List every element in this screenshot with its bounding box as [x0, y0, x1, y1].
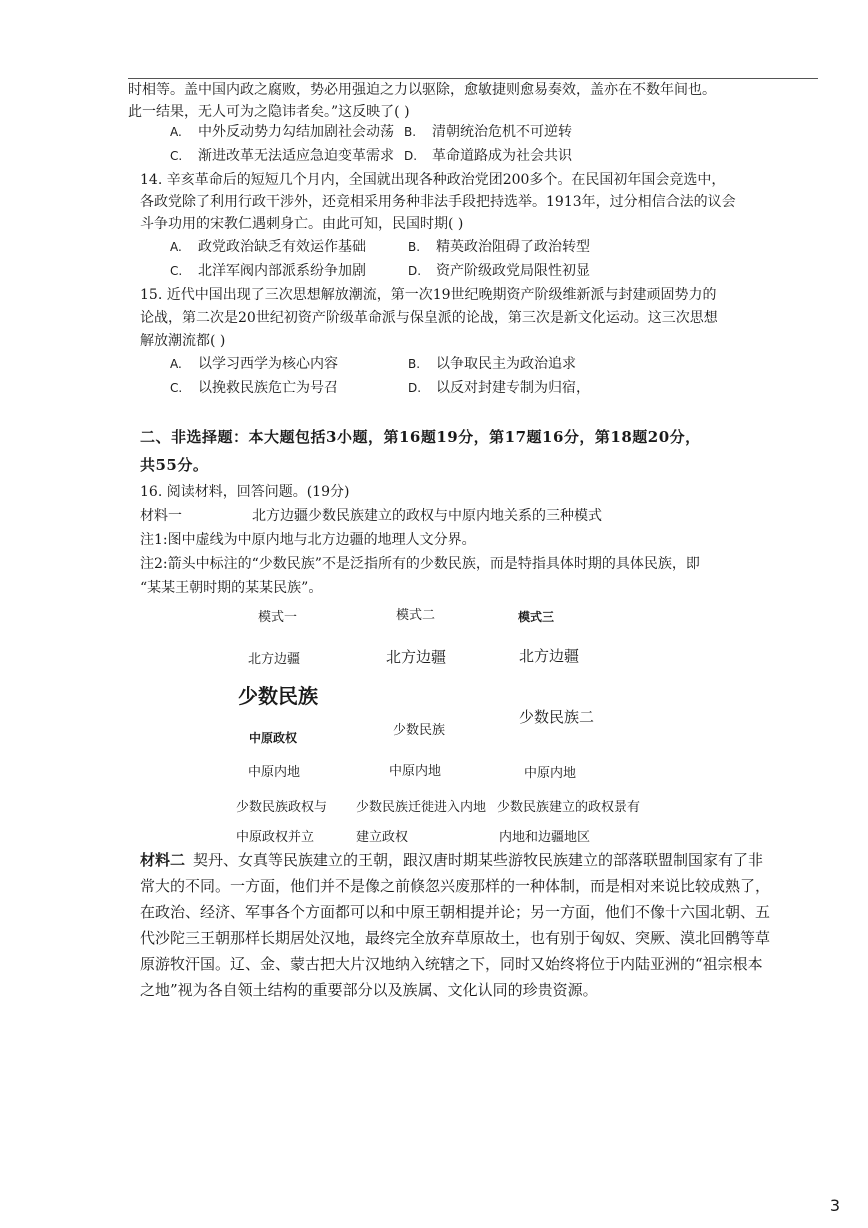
- q14-line3: 斗争功用的宋教仁遇刺身亡。由此可知，民国时期( ): [140, 216, 464, 232]
- material2-line1: 材料二 契丹、女真等民族建立的王朝，跟汉唐时期某些游牧民族建立的部落联盟制国家有了非: [140, 851, 764, 869]
- note2-line1: 注2:箭头中标注的“少数民族”不是泛指所有的少数民族，而是特指具体时期的具体民族，即: [140, 556, 700, 572]
- model-one-label: 模式一: [258, 610, 298, 625]
- section2-heading-line1: 二、非选择题：本大题包括3小题，第16题19分，第17题16分，第18题20分，: [140, 428, 701, 446]
- north-frontier-three: 北方边疆: [519, 647, 580, 665]
- q16-stem: 16. 阅读材料，回答问题。(19分): [140, 484, 350, 500]
- north-frontier-one: 北方边疆: [248, 652, 301, 667]
- q13-option-b: B. 清朝统治危机不可逆转: [404, 124, 572, 140]
- q14-option-b: B. 精英政治阻碍了政治转型: [408, 239, 590, 255]
- q14-option-d: D. 资产阶级政党局限性初显: [408, 263, 590, 279]
- caption-two-line2: 建立政权: [356, 830, 409, 845]
- q15-option-d: D. 以反对封建专制为归宿，: [408, 380, 590, 396]
- q14-line1: 14. 辛亥革命后的短短几个月内，全国就出现各种政治党团200多个。在民国初年国会竞选中，: [140, 172, 726, 188]
- material1-label: 材料一: [140, 508, 182, 524]
- central-regime-label: 中原政权: [249, 731, 298, 745]
- material2-label: 材料二: [140, 851, 186, 869]
- material1-title: 北方边疆少数民族建立的政权与中原内地关系的三种模式: [252, 508, 602, 524]
- material2-line2: 常大的不同。一方面，他们并不是像之前倏忽兴废那样的一种体制，而是相对来说比较成熟了，: [140, 877, 771, 895]
- minority-two-label: 少数民族二: [519, 708, 595, 726]
- material2-line6: 之地”视为各自领土结构的重要部分以及族属、文化认同的珍贵资源。: [140, 981, 598, 999]
- caption-one-line2: 中原政权并立: [236, 830, 315, 845]
- q13-option-c: C. 渐进改革无法适应急迫变革需求: [170, 148, 394, 164]
- material2-line3: 在政治、经济、军事各个方面都可以和中原王朝相提并论；另一方面，他们不像十六国北朝、五: [140, 903, 771, 921]
- q13-line1: 时相等。盖中国内政之腐败，势必用强迫之力以驱除，愈敏捷则愈易奏效，盖亦在不数年间也。: [128, 82, 716, 98]
- top-rule: [128, 78, 818, 79]
- central-plain-one: 中原内地: [248, 765, 301, 780]
- caption-three-line2: 内地和边疆地区: [499, 830, 591, 845]
- minority-label-mid: 少数民族: [393, 723, 446, 738]
- material2-line4: 代沙陀三王朝那样长期居处汉地，最终完全放弃草原故土，也有别于匈奴、突厥、漠北回鹘等草: [140, 929, 771, 947]
- section2-heading-line2: 共55分。: [140, 456, 209, 474]
- caption-two-line1: 少数民族迁徙进入内地: [356, 800, 487, 815]
- note1: 注1:图中虚线为中原内地与北方边疆的地理人文分界。: [140, 532, 476, 548]
- model-three-label: 模式三: [518, 610, 555, 624]
- caption-three-line1: 少数民族建立的政权景有: [497, 800, 641, 815]
- q15-line2: 论战，第二次是20世纪初资产阶级革命派与保皇派的论战，第三次是新文化运动。这三次思想: [140, 310, 718, 326]
- note2-line2: “某某王朝时期的某某民族”。: [140, 580, 323, 596]
- q14-line2: 各政党除了利用行政干涉外，还竞相采用务种非法手段把持选举。1913年，过分相信合法的议会: [140, 194, 736, 210]
- material2-line5: 原游牧汗国。辽、金、蒙古把大片汉地纳入统辖之下，同时又始终将位于内陆亚洲的“祖宗根本: [140, 955, 763, 973]
- q14-option-a: A. 政党政治缺乏有效运作基础: [170, 239, 366, 255]
- north-frontier-two: 北方边疆: [386, 648, 447, 666]
- q15-option-c: C. 以挽救民族危亡为号召: [170, 380, 338, 396]
- q15-option-b: B. 以争取民主为政治追求: [408, 356, 576, 372]
- q15-line3: 解放潮流都( ): [140, 333, 226, 349]
- q15-option-a: A. 以学习西学为核心内容: [170, 356, 338, 372]
- q14-option-c: C. 北洋军阀内部派系纷争加剧: [170, 263, 366, 279]
- q15-line1: 15. 近代中国出现了三次思想解放潮流，第一次19世纪晚期资产阶级维新派与封建顽固势力的: [140, 287, 717, 303]
- minority-label-large: 少数民族: [238, 684, 318, 708]
- caption-one-line1: 少数民族政权与: [236, 800, 328, 815]
- model-two-label: 模式二: [396, 608, 436, 623]
- central-plain-two: 中原内地: [389, 764, 442, 779]
- q13-option-d: D. 革命道路成为社会共识: [404, 148, 572, 164]
- central-plain-three: 中原内地: [524, 766, 577, 781]
- page-number: 3: [829, 1196, 840, 1215]
- q13-option-a: A. 中外反动势力勾结加剧社会动荡: [170, 124, 394, 140]
- q13-line2: 此一结果，无人可为之隐讳者矣。”这反映了( ): [128, 104, 410, 120]
